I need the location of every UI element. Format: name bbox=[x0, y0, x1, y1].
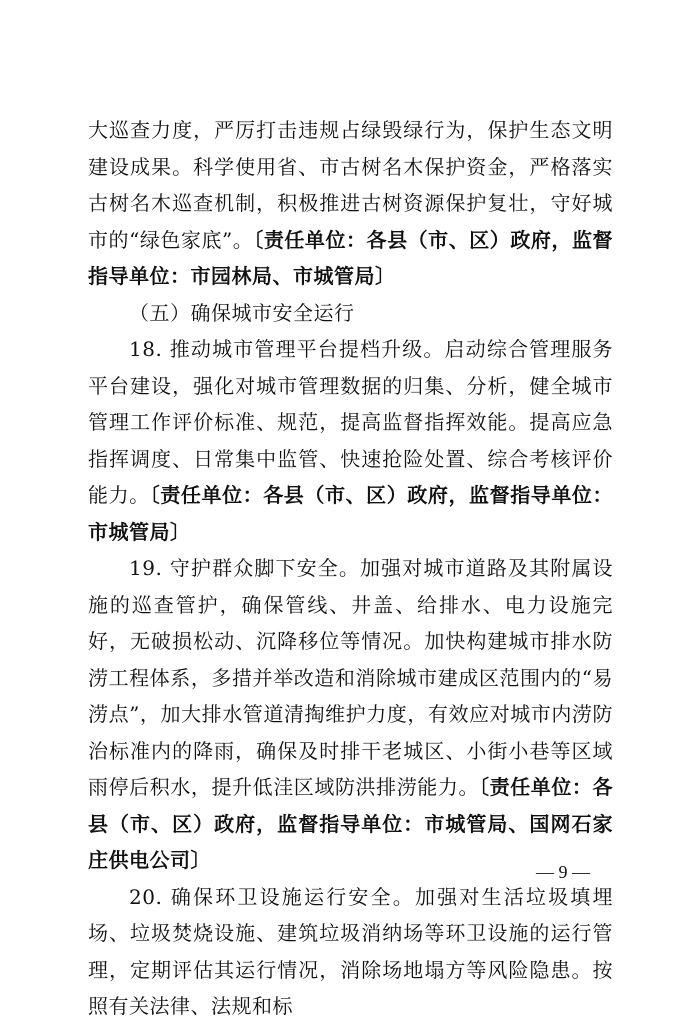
paragraph-text: 19. 守护群众脚下安全。加强对城市道路及其附属设施的巡查管护，确保管线、井盖、给排水、电力设施完好，无破损松动、沉降移位等情况。加快构建城市排水防涝工程体系，多措并举改造和消除城市建成区范围内的“易涝点”，加大排水管道清掏维护力度，有效应对城市内涝防治标准内的降雨，确保及时排干老城区、小街小巷等区域雨停后积水，提升低洼区域防洪排涝能力。 bbox=[88, 556, 613, 799]
paragraph-text: 18. 推动城市管理平台提档升级。启动综合管理服务平台建设，强化对城市管理数据的归集、分析，健全城市管理工作评价标准、规范，提高监督指挥效能。提高应急指挥调度、日常集中监管、快速抢险处置、综合考核评价能力。 bbox=[88, 337, 613, 507]
section-heading: （五）确保城市安全运行 bbox=[129, 300, 355, 325]
responsibility-note: 〔责任单位：各县（市、区）政府，监督指导单位：市园林局、市城管局〕 bbox=[88, 227, 613, 288]
page-number: — 9 — bbox=[536, 862, 590, 882]
document-body bbox=[88, 112, 613, 1025]
paragraph-item-20 bbox=[88, 879, 613, 1025]
paragraph-text: 大巡查力度，严厉打击违规占绿毁绿行为，保护生态文明建设成果。科学使用省、市古树名木保护资金，严格落实古树名木巡查机制，积极推进古树资源保护复壮，守好城市的“绿色家底”。 bbox=[88, 118, 613, 252]
paragraph-text: 20. 确保环卫设施运行安全。加强对生活垃圾填埋场、垃圾焚烧设施、建筑垃圾消纳场等环卫设施的运行管理，定期评估其运行情况，消除场地塌方等风险隐患。按照有关法律、法规和标 bbox=[88, 884, 613, 1018]
paragraph-green-protection bbox=[88, 112, 613, 295]
responsibility-note: 〔责任单位：各县（市、区）政府，监督指导单位：市城管局〕 bbox=[88, 483, 614, 544]
responsibility-note: 〔责任单位：各县（市、区）政府，监督指导单位：市城管局、国网石家庄供电公司〕 bbox=[88, 775, 614, 872]
paragraph-item-19 bbox=[88, 550, 613, 879]
paragraph-item-18 bbox=[88, 331, 613, 550]
